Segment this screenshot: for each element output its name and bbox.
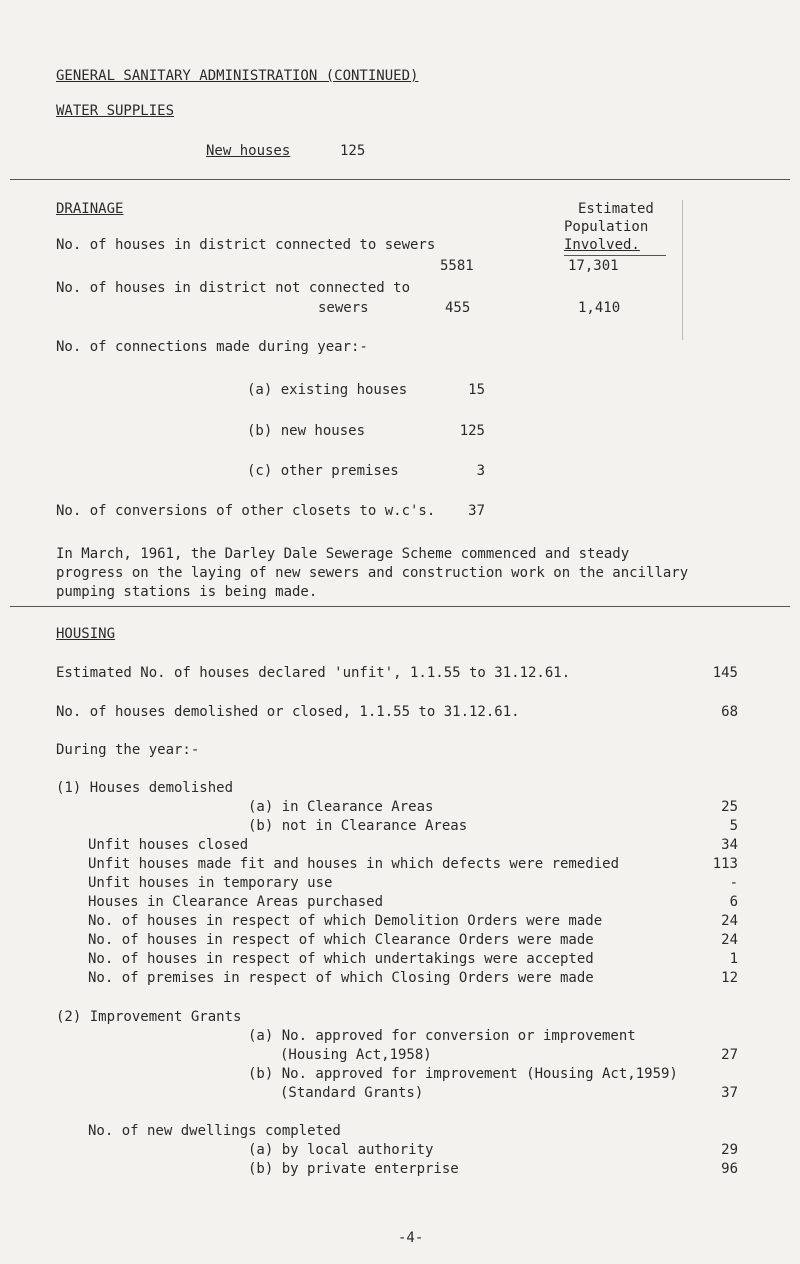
connection-item-value: 3 — [476, 463, 485, 479]
section-heading-water-supplies: WATER SUPPLIES — [56, 103, 175, 119]
population-header-underline — [564, 255, 666, 256]
connections-label: No. of connections made during year:- — [56, 339, 368, 355]
housing-item-value: 34 — [721, 837, 738, 853]
housing-item-value: 113 — [712, 856, 738, 872]
housing-item-value: 25 — [721, 799, 738, 815]
population-column-rule — [682, 200, 683, 340]
housing-item-label: No. of houses in respect of which undertakings were accepted — [88, 951, 594, 967]
grant-a-value: 27 — [721, 1047, 738, 1063]
population-column-header-2: Population — [564, 219, 649, 235]
drainage-note-line: pumping stations is being made. — [56, 584, 318, 600]
housing-item-value: 24 — [721, 932, 738, 948]
connection-item-value: 15 — [468, 382, 485, 398]
section-2-label: (2) Improvement Grants — [56, 1009, 242, 1025]
connection-item-label: (c) other premises — [247, 463, 399, 479]
housing-item-label: (b) not in Clearance Areas — [248, 818, 468, 834]
housing-item-label: No. of houses in respect of which Clearance Orders were made — [88, 932, 594, 948]
dwelling-item-label: (b) by private enterprise — [248, 1161, 459, 1177]
connection-item-label: (b) new houses — [247, 423, 366, 439]
housing-item-label: (a) in Clearance Areas — [248, 799, 434, 815]
grant-b-label-2: (Standard Grants) — [280, 1085, 424, 1101]
demolished-houses-label: No. of houses demolished or closed, 1.1.55 to 31.12.61. — [56, 704, 520, 720]
housing-item-value: 1 — [729, 951, 738, 967]
drainage-not-connected-label: No. of houses in district not connected to — [56, 280, 411, 296]
new-houses-label: New houses — [206, 143, 291, 159]
housing-item-value: 24 — [721, 913, 738, 929]
during-year-label: During the year:- — [56, 742, 200, 758]
dwelling-item-value: 29 — [721, 1142, 738, 1158]
conversions-value: 37 — [468, 503, 485, 519]
grant-a-label-2: (Housing Act,1958) — [280, 1047, 432, 1063]
drainage-not-connected-label-2: sewers — [318, 300, 369, 316]
unfit-houses-label: Estimated No. of houses declared 'unfit', 1.1.55 to 31.12.61. — [56, 665, 571, 681]
drainage-connected-count: 5581 — [440, 258, 474, 274]
new-dwellings-label: No. of new dwellings completed — [88, 1123, 341, 1139]
housing-item-label: Unfit houses made fit and houses in which defects were remedied — [88, 856, 620, 872]
housing-item-label: No. of houses in respect of which Demolition Orders were made — [88, 913, 603, 929]
drainage-note-line: In March, 1961, the Darley Dale Sewerage Scheme commenced and steady — [56, 546, 630, 562]
housing-item-value: 6 — [729, 894, 738, 910]
drainage-connected-population: 17,301 — [568, 258, 619, 274]
housing-item-label: No. of premises in respect of which Closing Orders were made — [88, 970, 594, 986]
housing-item-value: 12 — [721, 970, 738, 986]
grant-a-label: (a) No. approved for conversion or improvement — [248, 1028, 636, 1044]
page-number: -4- — [398, 1230, 424, 1246]
section-heading-drainage: DRAINAGE — [56, 201, 124, 217]
grant-b-label: (b) No. approved for improvement (Housing Act,1959) — [248, 1066, 678, 1082]
unfit-houses-value: 145 — [712, 665, 738, 681]
page-title: GENERAL SANITARY ADMINISTRATION (CONTINUED) — [56, 68, 419, 84]
section-heading-housing: HOUSING — [56, 626, 116, 642]
housing-item-label: Unfit houses closed — [88, 837, 249, 853]
population-column-header-3: Involved. — [564, 237, 640, 253]
demolished-houses-value: 68 — [721, 704, 738, 720]
divider-top — [10, 179, 790, 180]
connection-item-label: (a) existing houses — [247, 382, 408, 398]
drainage-note-line: progress on the laying of new sewers and construction work on the ancillary — [56, 565, 689, 581]
housing-item-value: 5 — [729, 818, 738, 834]
conversions-label: No. of conversions of other closets to w.c's. — [56, 503, 436, 519]
section-1-label: (1) Houses demolished — [56, 780, 234, 796]
housing-item-label: Unfit houses in temporary use — [88, 875, 333, 891]
new-houses-value: 125 — [340, 143, 366, 159]
dwelling-item-value: 96 — [721, 1161, 738, 1177]
population-column-header-1: Estimated — [578, 201, 654, 217]
connection-item-value: 125 — [459, 423, 485, 439]
dwelling-item-label: (a) by local authority — [248, 1142, 434, 1158]
drainage-not-connected-count: 455 — [445, 300, 471, 316]
drainage-not-connected-population: 1,410 — [578, 300, 621, 316]
housing-item-value: - — [729, 875, 738, 891]
divider-middle — [10, 606, 790, 607]
housing-item-label: Houses in Clearance Areas purchased — [88, 894, 384, 910]
grant-b-value: 37 — [721, 1085, 738, 1101]
drainage-connected-label: No. of houses in district connected to sewers — [56, 237, 436, 253]
